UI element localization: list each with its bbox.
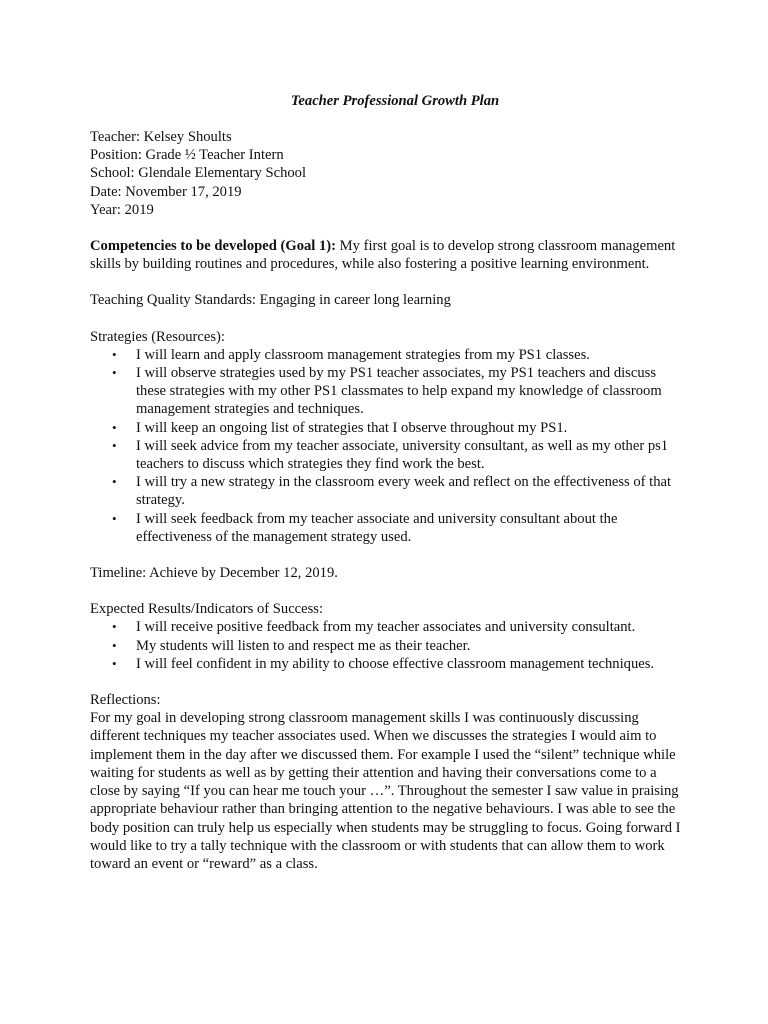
list-item: [90, 655, 686, 673]
bullet-icon: •: [112, 510, 117, 526]
list-item-text: I will try a new strategy in the classroom every week and reflect on the effectiveness of that strategy.: [136, 474, 672, 509]
strategies-list: [90, 346, 686, 546]
expected-results-heading: Expected Results/Indicators of Success:: [90, 601, 324, 618]
competencies-text: My first goal is to develop strong classroom management skills by building routines and procedures, while also fostering a positive learning environment.: [90, 238, 676, 273]
document-title: Teacher Professional Growth Plan: [290, 93, 500, 109]
strategies-heading: Strategies (Resources):: [90, 328, 225, 345]
standards-line: Teaching Quality Standards: Engaging in career long learning: [90, 292, 451, 309]
expected-results-list: [90, 618, 686, 673]
list-item-text: I will feel confident in my ability to choose effective classroom management techniques.: [136, 655, 655, 672]
header-fields: [90, 128, 686, 219]
date-field: Date: November 17, 2019: [90, 183, 242, 200]
list-item: [90, 437, 686, 473]
list-item-text: I will seek advice from my teacher associate, university consultant, as well as my other ps1 teachers to discuss which strategies they find work the best.: [136, 437, 669, 473]
list-item-text: I will learn and apply classroom management strategies from my PS1 classes.: [136, 346, 590, 363]
competencies-label: Competencies to be developed (Goal 1):: [90, 238, 337, 255]
competencies-paragraph: [90, 237, 686, 273]
list-item: [90, 510, 686, 546]
competencies-section: [90, 237, 686, 273]
list-item-text: I will receive positive feedback from my teacher associates and university consultant.: [136, 619, 636, 636]
bullet-icon: •: [112, 655, 117, 671]
bullet-icon: •: [112, 419, 117, 435]
list-item: [90, 419, 686, 437]
document-page: [90, 92, 686, 891]
timeline-section: [90, 564, 686, 582]
list-item-text: I will observe strategies used by my PS1 teacher associates, my PS1 teachers and discuss these strategies with my other PS1 classmates to help expand my knowledge of classroom management strategies and techniques.: [136, 365, 662, 418]
list-item: [90, 364, 686, 419]
reflections-heading: Reflections:: [90, 692, 161, 709]
teacher-field: Teacher: Kelsey Shoults: [90, 129, 232, 145]
list-item-text: I will keep an ongoing list of strategies that I observe throughout my PS1.: [136, 419, 568, 436]
bullet-icon: •: [112, 619, 117, 635]
list-item-text: My students will listen to and respect me as their teacher.: [136, 637, 471, 654]
reflections-section: [90, 691, 686, 873]
strategies-section: [90, 328, 686, 546]
list-item: [90, 637, 686, 655]
bullet-icon: •: [112, 365, 117, 381]
position-field: Position: Grade ½ Teacher Intern: [90, 147, 284, 164]
bullet-icon: •: [112, 637, 117, 653]
school-field: School: Glendale Elementary School: [90, 165, 307, 182]
list-item: [90, 346, 686, 364]
year-field: Year: 2019: [90, 201, 154, 218]
list-item: [90, 473, 686, 509]
bullet-icon: •: [112, 437, 117, 453]
bullet-icon: •: [112, 474, 117, 490]
list-item-text: I will seek feedback from my teacher associate and university consultant about the effectiveness of the management strategy used.: [136, 510, 618, 545]
reflections-text: For my goal in developing strong classroom management skills I was continuously discussing different techniques my teacher associates used. When we discusses the strategies I would aim to implement them in the day after we discussed them. For example I used the “silent” technique while waiting for students as well as by getting their attention and having their conversations come to a close by saying “If you can hear me touch your …”. Throughout the semester I saw value in praising appropriate behaviour rather than bringing attention to the negative behaviours. I was able to see the body position can truly help us especially when students may be struggling to focus. Going forward I would like to try a tally technique with the classroom or with students that can allow them to work toward an event or “reward” as a class.: [90, 710, 681, 872]
timeline-line: Timeline: Achieve by December 12, 2019.: [90, 565, 338, 582]
bullet-icon: •: [112, 346, 117, 362]
list-item: [90, 618, 686, 636]
expected-results-section: [90, 600, 686, 673]
standards-section: [90, 291, 686, 309]
